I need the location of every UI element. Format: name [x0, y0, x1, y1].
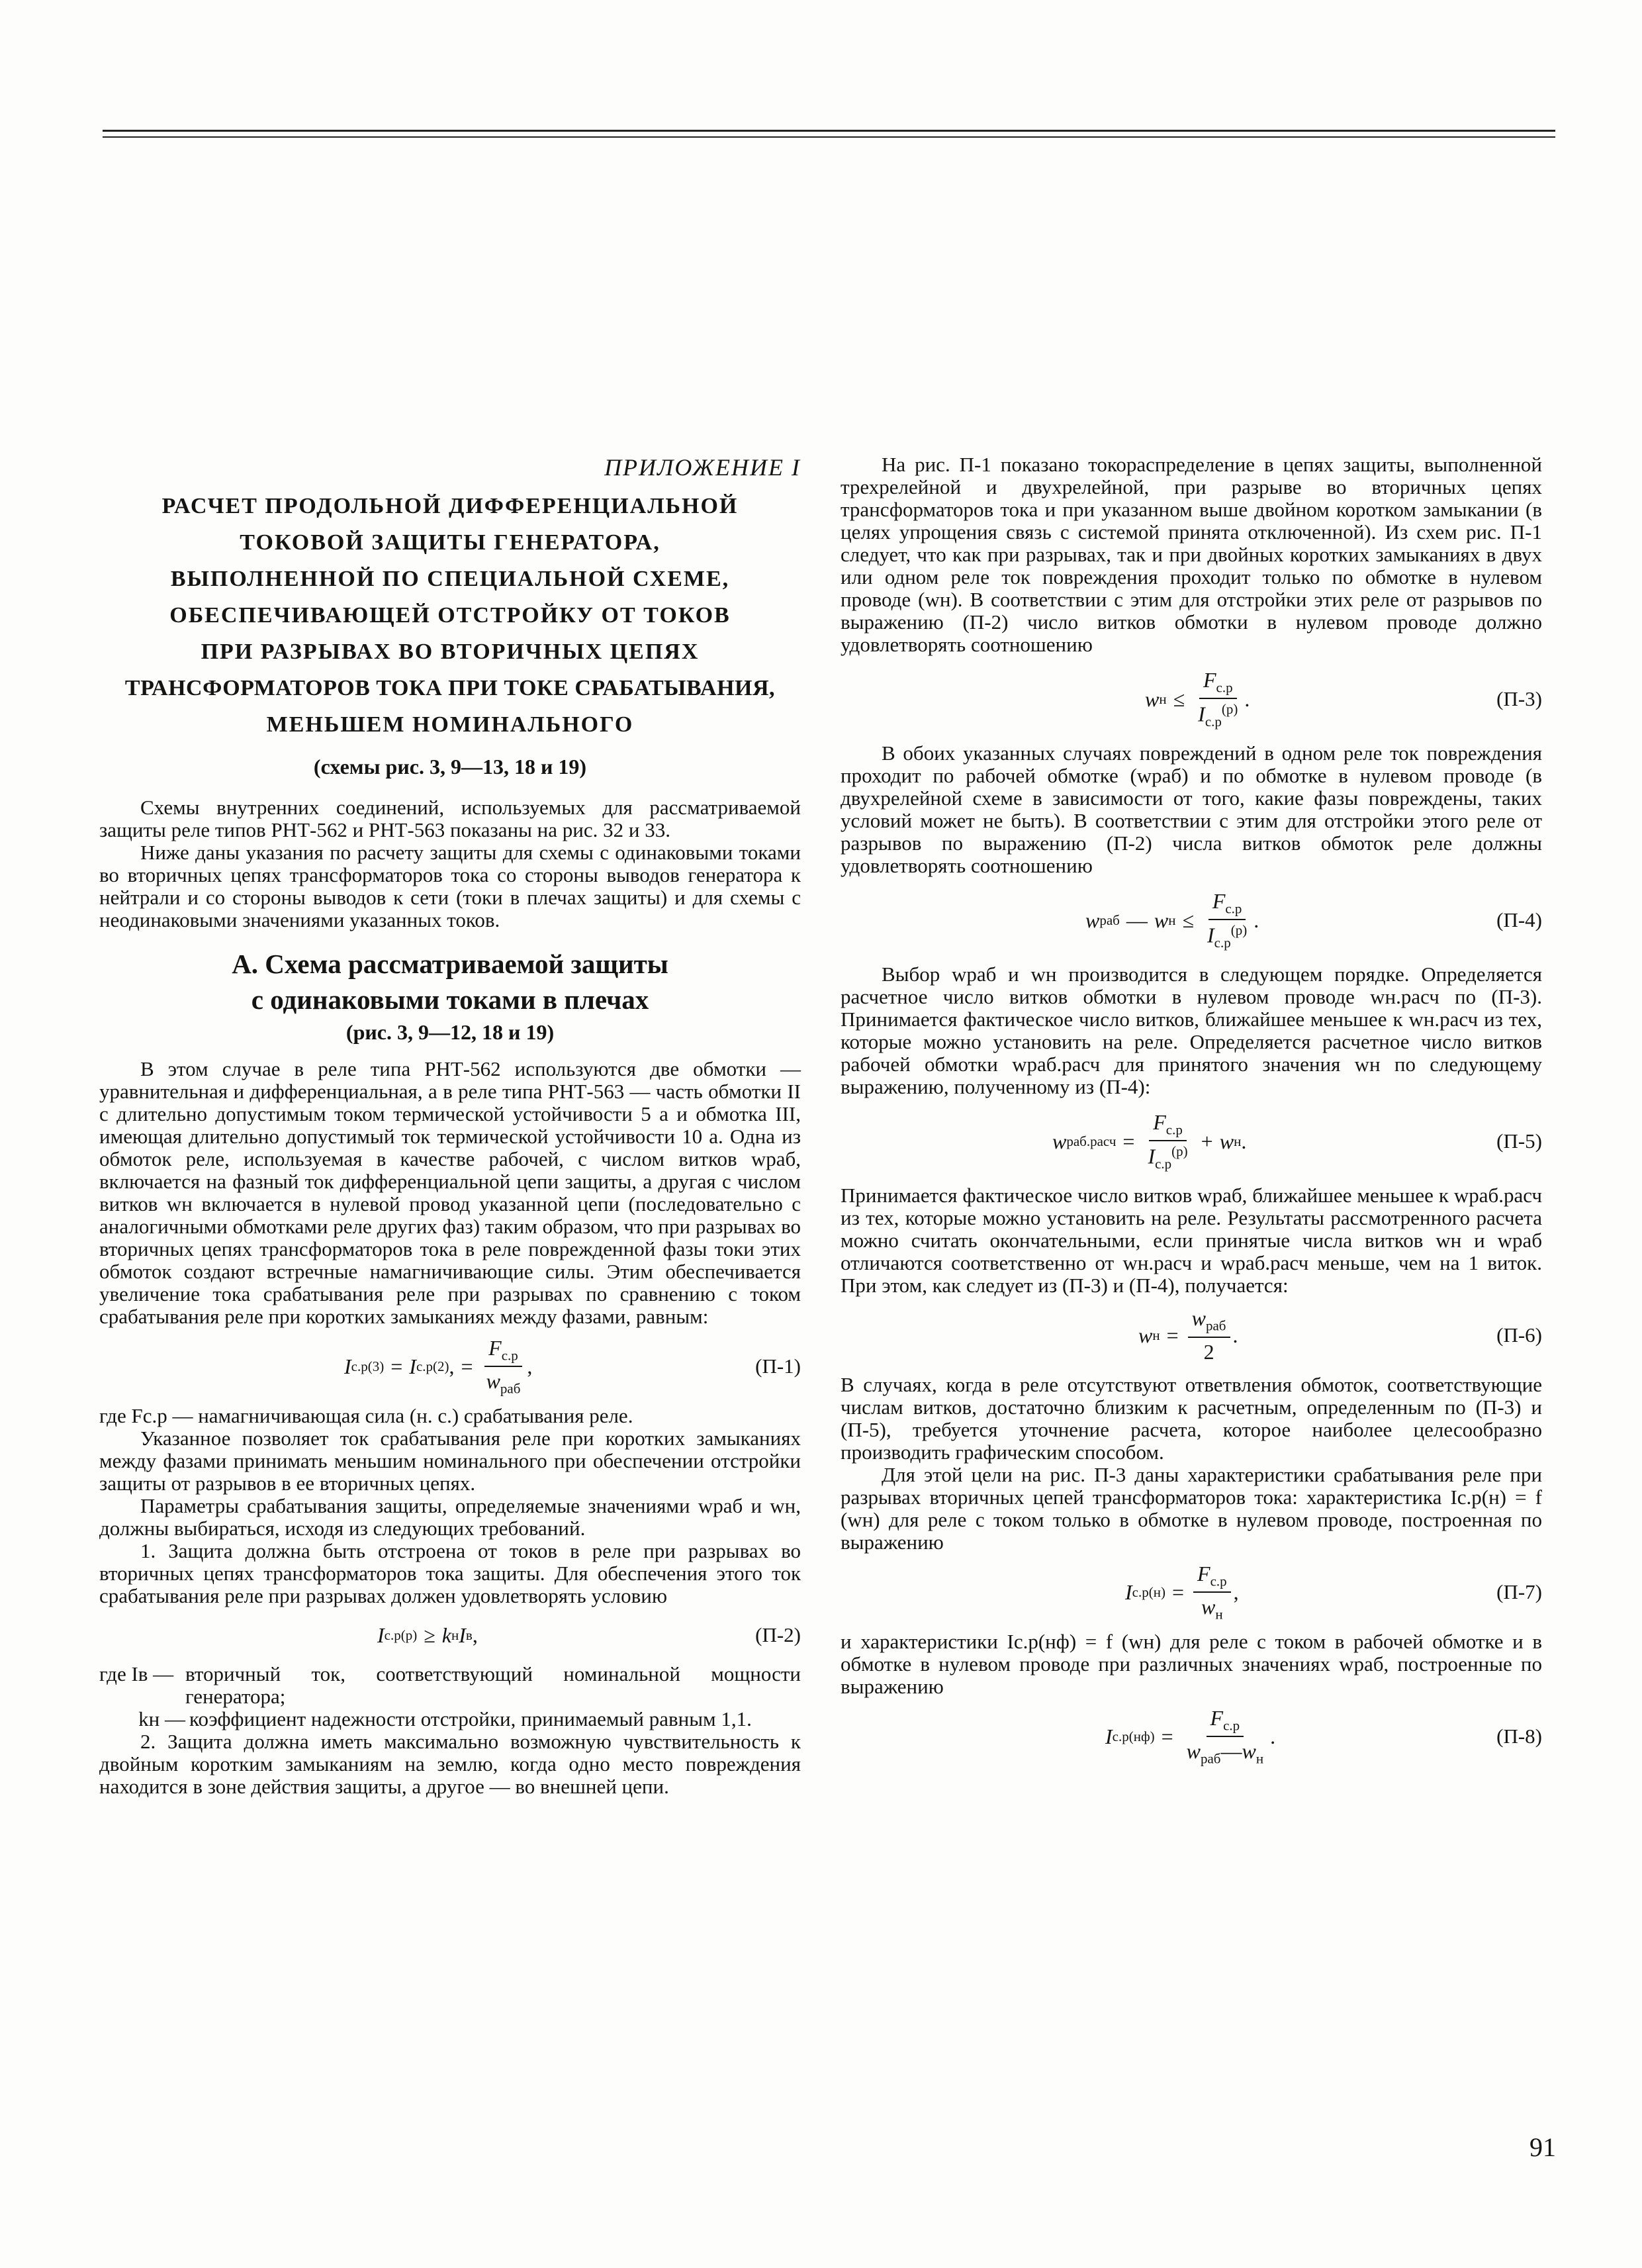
formula-p7-expression: I с.р (н) = $\frac{F_{с.р}}{w_н}$ ,: [1125, 1561, 1239, 1623]
formula-p8-label: (П-8): [1496, 1725, 1542, 1748]
formula-p5-label: (П-5): [1496, 1129, 1542, 1153]
title-line-1: РАСЧЕТ ПРОДОЛЬНОЙ ДИФФЕРЕНЦИАЛЬНОЙ: [161, 494, 739, 518]
formula-p2-expression: I с.р (р) ≥ k н I в ,: [377, 1623, 478, 1647]
formula-p1-label: (П-1): [755, 1354, 801, 1378]
formula-p2-label: (П-2): [755, 1623, 801, 1646]
formula-p8-expression: I с.р (нф) = $\frac{F_{с.р}}{w_{раб}—w_н}$ .: [1105, 1705, 1276, 1767]
formula-p5-expression: w раб.расч = $\frac{F_{с.р}}{I_{с.р}^{(р)}}$ + w н .: [1052, 1110, 1247, 1172]
left-paragraph-5: Указанное позволяет ток срабатывания реле при коротких замыканиях между фазами принимать меньшим номинального при обеспечении отстройки защиты от разрывов в ее вторичных цепях.: [99, 1427, 801, 1495]
formula-p7-label: (П-7): [1496, 1580, 1542, 1603]
formula-p2: [99, 1614, 801, 1656]
formula-p3: [841, 663, 1542, 735]
title-line-6: ТРАНСФОРМАТОРОВ ТОКА ПРИ ТОКЕ СРАБАТЫВАНИЯ,: [124, 676, 776, 700]
title-line-4: ОБЕСПЕЧИВАЮЩЕЙ ОТСТРОЙКУ ОТ ТОКОВ: [169, 603, 731, 628]
left-paragraph-3: В этом случае в реле типа РНТ-562 используются две обмотки — уравнительная и дифференциальная, а в реле типа РНТ-563 — часть обмотки II с длительно допустимым током термической устойчивости 5 а и обмотка III, имеющая длительно допустимый ток термической устойчивости 10 а. Одна из обмоток реле, используемая в качестве рабочей, с числом витков wраб, включается на фазный ток дифференциальной цепи защиты, а другая с числом витков wн включается в нулевой провод указанной цепи (последовательно с аналогичными обмотками реле других фаз) таким образом, что при разрывах во вторичных цепях трансформаторов тока в реле поврежденной фазы токи этих обмоток создают встречные намагничивающие силы. Этим обеспечивается увеличение тока срабатывания реле при разрывах по сравнению с током срабатывания реле при коротких замыканиях между фазами, равным:: [99, 1057, 801, 1328]
formula-p8: [841, 1705, 1542, 1768]
definition-row-1: [99, 1663, 801, 1708]
formula-p3-label: (П-3): [1496, 687, 1542, 710]
formula-p6: [841, 1303, 1542, 1367]
title-line-3: ВЫПОЛНЕННОЙ ПО СПЕЦИАЛЬНОЙ СХЕМЕ,: [170, 567, 730, 591]
right-paragraph-1: На рис. П-1 показано токораспределение в цепях защиты, выполненной трехрелейной и двухрелейной, при разрыве во вторичных цепях трансформаторов тока и при указанном выше двойном коротком замыкании (в целях упрощения связь с системой принята отключенной). Из схем рис. П-1 следует, что как при разрывах, так и при двойных коротких замыканиях в двух или одном реле ток повреждения проходит только по обмотке в нулевом проводе (wн). В соответствии с этим для отстройки этих реле от разрывов по выражению (П-2) число витков обмотки в нулевом проводе должно удовлетворять соотношению: [841, 453, 1542, 656]
formula-p4-label: (П-4): [1496, 908, 1542, 931]
appendix-label: ПРИЛОЖЕНИЕ I: [604, 454, 801, 481]
right-paragraph-3: Выбор wраб и wн производится в следующем порядке. Определяется расчетное число витков обмотки в нулевом проводе wн.расч по (П-3). Принимается фактическое число витков, ближайшее меньшее к wн.расч из тех, которые можно установить на реле. Определяется расчетное число витков рабочей обмотки wраб.расч для принятого значения wн по следующему выражению, полученному из (П-4):: [841, 963, 1542, 1098]
definitions-list: [99, 1663, 801, 1730]
section-a-heading-line-2: с одинаковыми токами в плечах: [251, 984, 649, 1015]
top-rule: [103, 130, 1555, 132]
definition-desc-2: коэффициент надежности отстройки, принимаемый равным 1,1.: [189, 1707, 752, 1730]
left-paragraph-1: Схемы внутренних соединений, используемых для рассматриваемой защиты реле типов РНТ-562 и РНТ-563 показаны на рис. 32 и 33.: [99, 796, 801, 841]
formula-p1-expression: I с.р (3) = I с.р (2) , = $\frac{F_{с.р}}{w_{раб}}$ ,: [344, 1335, 533, 1397]
formula-p3-expression: w н ≤ $\frac{F_{с.р}}{I_{с.р}^{(р)}}$ .: [1145, 667, 1250, 730]
left-paragraph-6: Параметры срабатывания защиты, определяемые значениями wраб и wн, должны выбираться, исходя из следующих требований.: [99, 1494, 801, 1540]
definition-term-1: где Iв —: [99, 1662, 174, 1685]
right-paragraph-7: и характеристики Iс.р(нф) = f (wн) для реле с током в рабочей обмотке и в обмотке в нулевом проводе при различных значениях wраб, построенные по выражению: [841, 1630, 1542, 1698]
left-paragraph-8: 2. Защита должна иметь максимально возможную чувствительность к двойным коротким замыканиям на землю, когда одно место повреждения находится в зоне действия защиты, а другое — во внешней цепи.: [99, 1730, 801, 1798]
definition-row-2: [99, 1708, 801, 1730]
definition-term-2: kн —: [138, 1707, 185, 1730]
title-line-5: ПРИ РАЗРЫВАХ ВО ВТОРИЧНЫХ ЦЕПЯХ: [201, 639, 700, 664]
formula-p4: [841, 884, 1542, 957]
formula-p5: [841, 1105, 1542, 1178]
title-line-7: МЕНЬШЕМ НОМИНАЛЬНОГО: [266, 712, 634, 737]
title: [99, 488, 801, 743]
right-paragraph-2: В обоих указанных случаях повреждений в одном реле ток повреждения проходит по рабочей обмотке (wраб) и по обмотке в нулевом проводе (в двухрелейной схеме в зависимости от того, какие фазы повреждены, таких условий может не быть). В соответствии с этим для отстройки этого реле от разрывов по выражению (П-2) числа витков обмоток реле должны удовлетворять соотношению: [841, 741, 1542, 877]
formula-p7: [841, 1560, 1542, 1624]
formula-p1: [99, 1335, 801, 1398]
left-paragraph-4: где Fс.р — намагничивающая сила (н. с.) срабатывания реле.: [99, 1404, 633, 1427]
right-paragraph-4: Принимается фактическое число витков wраб, ближайшее меньшее к wраб.расч из тех, которые можно установить на реле. Результаты рассмотренного расчета можно считать окончательными, если принятые числа витков wн и wраб отличаются соответственно от wн.расч и wраб.расч меньше, чем на 1 виток. При этом, как следует из (П-3) и (П-4), получается:: [841, 1184, 1542, 1297]
right-column: [841, 453, 1542, 1775]
title-line-2: ТОКОВОЙ ЗАЩИТЫ ГЕНЕРАТОРА,: [240, 530, 661, 555]
section-a-subtitle: (рис. 3, 9—12, 18 и 19): [345, 1020, 555, 1044]
formula-p4-expression: w раб — w н ≤ $\frac{F_{с.р}}{I_{с.р}^{(р)}}$ .: [1085, 888, 1259, 951]
formula-p6-label: (П-6): [1496, 1323, 1542, 1347]
page-number: 91: [1529, 2132, 1556, 2162]
formula-p6-expression: w н = $\frac{w_{раб}}{2}$ .: [1138, 1306, 1238, 1364]
left-paragraph-2: Ниже даны указания по расчету защиты для схемы с одинаковыми токами во вторичных цепях трансформаторов тока со стороны выводов генератора к нейтрали и со стороны выводов к сети (токи в плечах защиты) и для схемы с неодинаковыми значениями указанных токов.: [99, 841, 801, 931]
right-paragraph-5: В случаях, когда в реле отсутствуют ответвления обмоток, соответствующие числам витков, достаточно близким к расчетным, определенным по (П-3) и (П-5), требуется уточнение расчета, которое наиболее целесообразно производить графическим способом.: [841, 1373, 1542, 1464]
left-paragraph-7: 1. Защита должна быть отстроена от токов в реле при разрывах во вторичных цепях трансформаторов тока защиты. Для обеспечения этого ток срабатывания реле при разрывах должен удовлетворять условию: [99, 1539, 801, 1607]
definition-desc-1: вторичный ток, соответствующий номинальной мощности генератора;: [185, 1662, 801, 1708]
right-paragraph-6: Для этой цели на рис. П-3 даны характеристики срабатывания реле при разрывах вторичных цепей трансформаторов тока: характеристика Iс.р(н) = f (wн) для реле с током только в обмотке в нулевом проводе, построенная по выражению: [841, 1463, 1542, 1554]
title-subtitle: (схемы рис. 3, 9—13, 18 и 19): [313, 755, 587, 779]
left-column: [99, 453, 801, 1798]
section-a-heading-line-1: А. Схема рассматриваемой защиты: [232, 949, 668, 979]
top-rule-second: [103, 136, 1555, 138]
